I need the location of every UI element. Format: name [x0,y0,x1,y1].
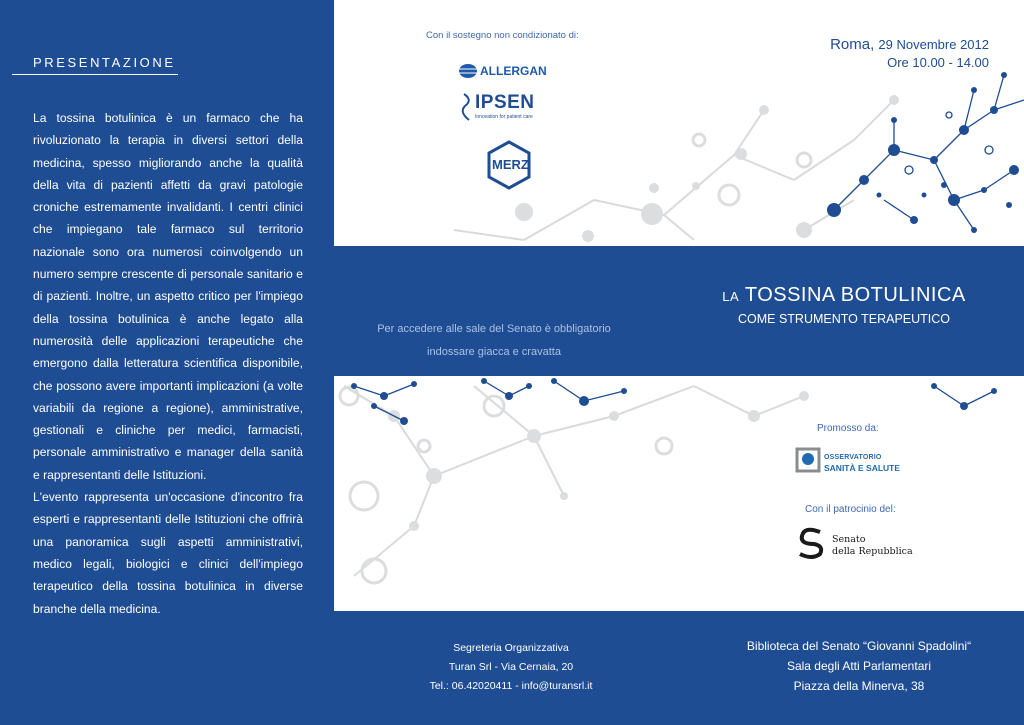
dress-code-notice [364,318,624,364]
allergan-logo-icon [458,63,478,79]
secretariat-address: Turan Srl - Via Cernaia, 20 [448,661,574,673]
event-title-prefix: LA [722,289,740,304]
senato-logo-line1: Senato [832,534,866,545]
osservatorio-logo-line2: SANITÀ E SALUTE [824,463,901,473]
presentation-paragraph-2: L'evento rappresenta un'occasione d'incontro fra esperti e rappresentanti delle Istituzioni che offrirà una panoramica sugli aspetti amministrativi, medico legali, biologici e clinici dell'impiego terapeutico della tossina botulinica in diverse branche della medicina. [33,490,303,616]
osservatorio-logo-icon [794,446,824,476]
presentation-heading: PRESENTAZIONE [33,55,176,70]
presentation-paragraph-1: La tossina botulinica è un farmaco che ha rivoluzionato la terapia in diversi settori della medicina, spesso migliorando anche la qualità della vita di pazienti affetti da gravi patologie croniche estremamente invalidanti. I centri clinici che impiegano tale farmaco sul territorio nazionale sono ora numerosi coinvolgendo un numero sempre crescente di personale sanitario e di pazienti. Inoltre, un aspetto critico per l'impiego della tossina botulinica è anche legato alla numerosità delle applicazioni terapeutiche che emergono dalla letteratura scientifica disponibile, che possono avere importanti implicazioni (a volte variabili da regione a regione), amministrative, gestionali e cliniche per medici, farmacisti, personale amministrativo e manager della sanità e rappresentanti delle Istituzioni. [33,111,303,482]
secretariat-contacts: Tel.: 06.42020411 - info@turansrl.it [429,680,593,692]
secretariat-title: Segreteria Organizzativa [453,642,569,654]
event-city: Roma, [830,36,875,53]
presentation-panel [0,0,334,725]
event-time: Ore 10.00 - 14.00 [887,55,989,70]
osservatorio-logo-line1: OSSERVATORIO [824,454,882,461]
organizing-secretariat [416,639,606,696]
event-title-main: TOSSINA BOTULINICA [744,284,966,306]
event-date [830,35,989,54]
footer-band [334,611,1024,725]
ipsen-logo-tagline: Innovation for patient care [475,114,533,120]
promoter-label: Promosso da: [817,423,879,434]
merz-logo-text: MERZ [492,157,529,172]
sponsor-label: Con il sostegno non condizionato di: [426,30,579,41]
venue-line-3: Piazza della Minerva, 38 [793,679,925,693]
venue-line-1: Biblioteca del Senato “Giovanni Spadolini“ [746,639,972,653]
osservatorio-logo [794,446,914,476]
allergan-logo-text: ALLERGAN [480,64,547,78]
title-band [334,246,1024,376]
event-title [689,284,999,307]
event-day: 29 Novembre 2012 [878,37,989,52]
venue-line-2: Sala degli Atti Parlamentari [786,659,932,673]
event-venue [719,636,999,696]
merz-logo [484,140,534,190]
presentation-text [33,107,303,620]
notice-line-1: Per accedere alle sale del Senato è obbligatorio [377,323,611,335]
heading-divider [12,74,178,75]
molecule-network-lower-icon [334,376,1024,611]
top-band [334,0,1024,246]
event-date-block [830,35,989,71]
cover-side [334,0,1024,725]
patronage-label: Con il patrocinio del: [805,504,896,515]
event-subtitle: COME STRUMENTO TERAPEUTICO [737,312,951,326]
ipsen-logo-icon [461,92,475,122]
event-title-block [689,284,999,326]
ipsen-logo [461,92,561,126]
allergan-logo [458,62,558,80]
senato-logo-icon [794,526,828,560]
notice-line-2: indossare giacca e cravatta [427,346,561,358]
lower-band [334,376,1024,611]
ipsen-logo-text: IPSEN [475,92,535,113]
senato-logo [794,526,914,561]
senato-logo-line2: della Repubblica [832,546,913,557]
